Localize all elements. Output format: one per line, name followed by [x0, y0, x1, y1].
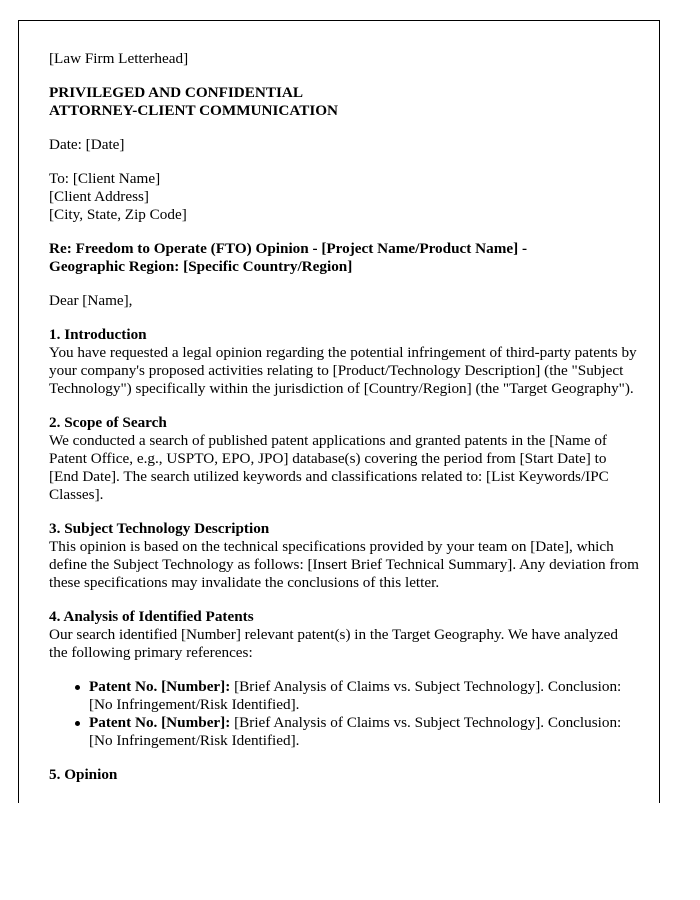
patent-list	[49, 678, 639, 750]
salutation: Dear [Name],	[49, 292, 133, 309]
section-body: You have requested a legal opinion regarding the potential infringement of third-party patents by your company's proposed activities relating to [Product/Technology Description] (the "Subject Technology") specifically within the jurisdiction of [Country/Region] (the "Target Geography").	[49, 344, 637, 397]
section-body: We conducted a search of published patent applications and granted patents in the [Name of Patent Office, e.g., USPTO, EPO, JPO] database(s) covering the period from [Start Date] to [End Date]. The search utilized keywords and classifications related to: [List Keywords/IPC Classes].	[49, 432, 609, 503]
section-heading: 1. Introduction	[49, 326, 147, 343]
privilege-line-1: PRIVILEGED AND CONFIDENTIAL	[49, 84, 304, 101]
section-heading: 5. Opinion	[49, 766, 118, 783]
section-heading: 2. Scope of Search	[49, 414, 167, 431]
section-scope	[49, 414, 639, 504]
section-opinion	[49, 766, 639, 784]
section-body: This opinion is based on the technical specifications provided by your team on [Date], which define the Subject Technology as follows: [Insert Brief Technical Summary]. Any deviation from these specifications may invalidate the conclusions of this letter.	[49, 538, 639, 591]
recipient-name: To: [Client Name]	[49, 170, 161, 187]
re-line	[49, 240, 639, 276]
section-analysis	[49, 608, 639, 750]
date-line: Date: [Date]	[49, 136, 125, 153]
letterhead: [Law Firm Letterhead]	[49, 50, 189, 67]
recipient-city: [City, State, Zip Code]	[49, 206, 187, 223]
section-heading: 3. Subject Technology Description	[49, 520, 270, 537]
recipient-block	[49, 170, 639, 224]
re-line-2: Geographic Region: [Specific Country/Region]	[49, 258, 353, 275]
recipient-address: [Client Address]	[49, 188, 149, 205]
re-line-1: Re: Freedom to Operate (FTO) Opinion - [Project Name/Product Name] -	[49, 240, 528, 257]
list-item	[89, 714, 639, 750]
letter-content	[49, 50, 639, 784]
privilege-line-2: ATTORNEY-CLIENT COMMUNICATION	[49, 102, 339, 119]
patent-analysis: [Brief Analysis of Claims vs. Subject Technology]. Conclusion: [No Infringement/Risk Identified].	[89, 714, 622, 749]
patent-label: Patent No. [Number]:	[89, 678, 231, 695]
patent-analysis: [Brief Analysis of Claims vs. Subject Technology]. Conclusion: [No Infringement/Risk Identified].	[89, 678, 622, 713]
section-introduction	[49, 326, 639, 398]
section-heading: 4. Analysis of Identified Patents	[49, 608, 254, 625]
section-body: Our search identified [Number] relevant patent(s) in the Target Geography. We have analyzed the following primary references:	[49, 626, 618, 661]
patent-label: Patent No. [Number]:	[89, 714, 231, 731]
letter-page	[18, 20, 660, 803]
privilege-notice	[49, 84, 639, 120]
list-item	[89, 678, 639, 714]
section-subject-technology	[49, 520, 639, 592]
